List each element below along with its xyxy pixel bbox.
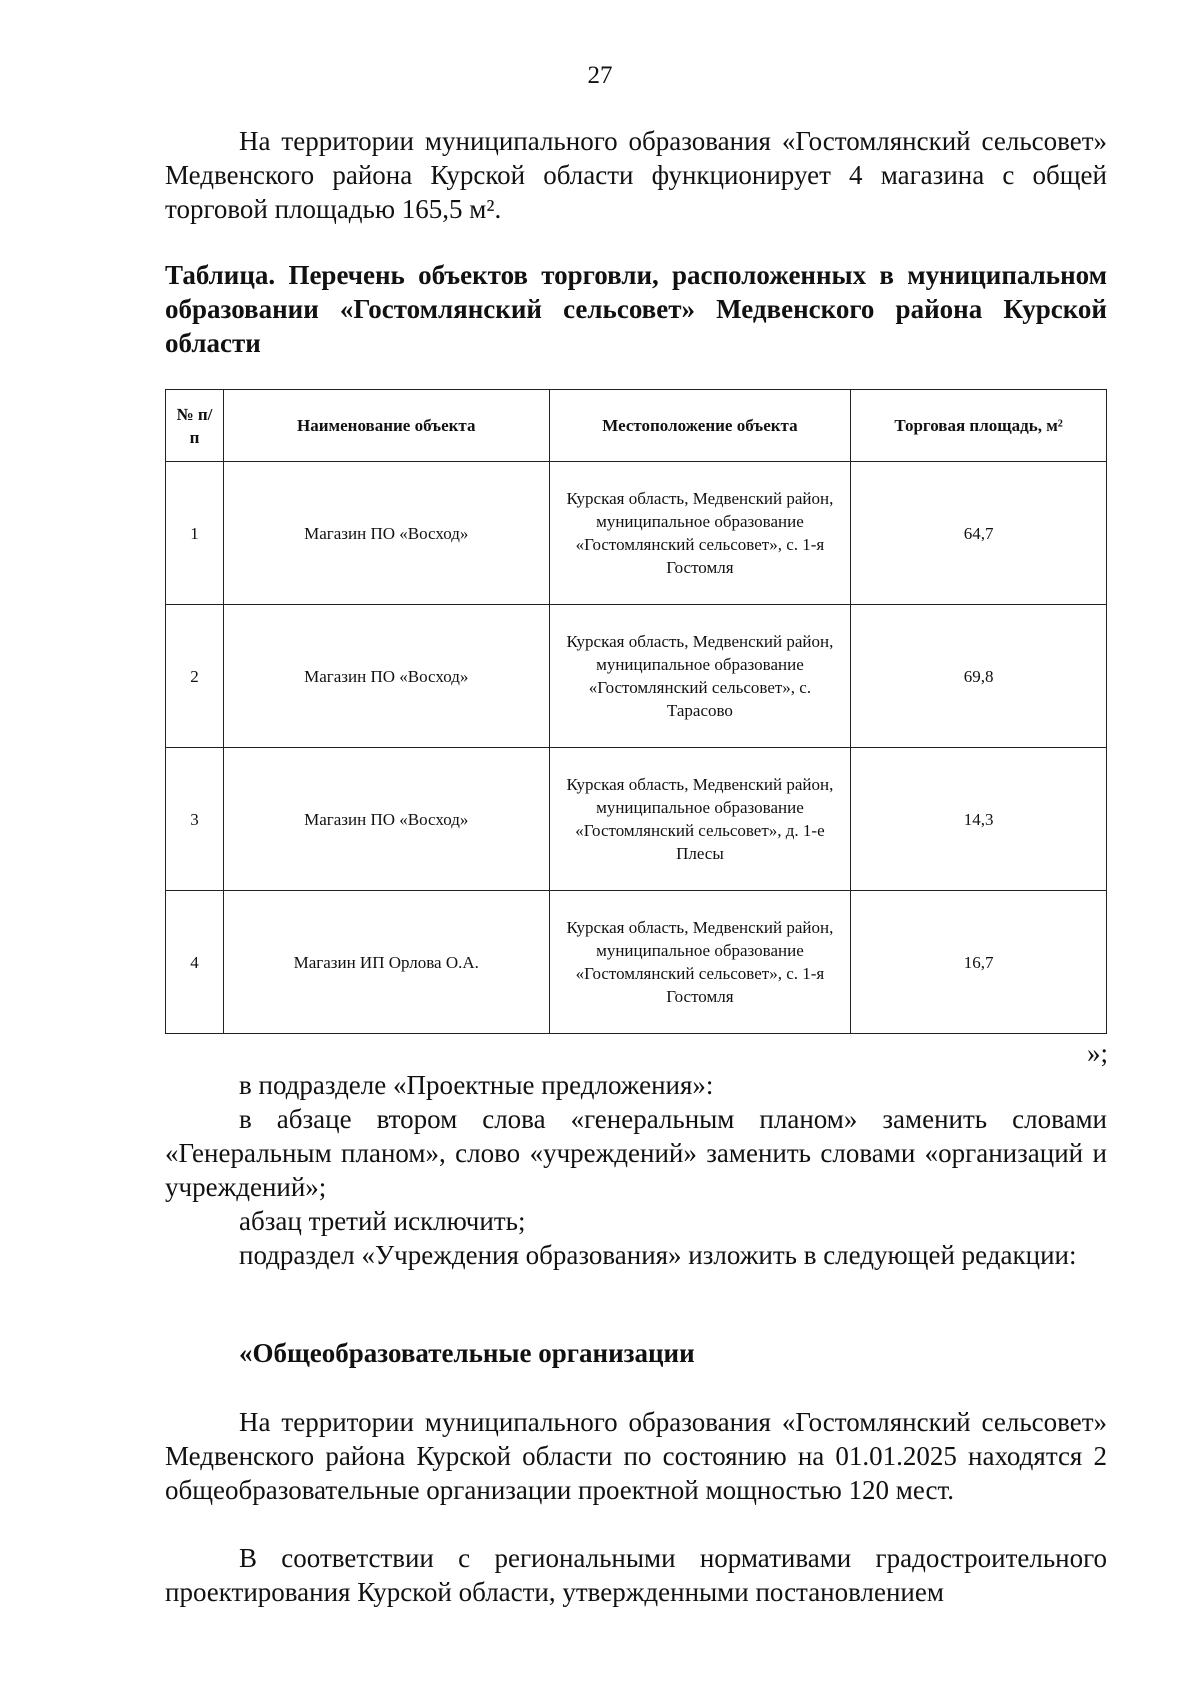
- row-name: Магазин ПО «Восход»: [223, 462, 549, 605]
- row-area: 14,3: [851, 748, 1107, 891]
- intro-paragraph: На территории муниципального образования «Гостомлянский сельсовет» Медвенского района Курской области функционирует 4 магазина с общей торговой площадью 165,5 м².: [165, 126, 1107, 224]
- table-row: [166, 605, 1107, 748]
- trade-objects-table: [165, 389, 1107, 1034]
- row-area: 69,8: [851, 605, 1107, 748]
- row-area: 64,7: [851, 462, 1107, 605]
- table-caption: Таблица. Перечень объектов торговли, расположенных в муниципальном образовании «Гостомлянский сельсовет» Медвенского района Курской области: [165, 260, 1107, 358]
- row-number: 1: [166, 462, 224, 605]
- page-number: 27: [587, 62, 613, 89]
- row-number: 3: [166, 748, 224, 891]
- instruction-item: в подразделе «Проектные предложения»:: [239, 1070, 714, 1100]
- closing-quote: »;: [1086, 1038, 1108, 1068]
- header-location: Местоположение объекта: [549, 390, 851, 462]
- row-location: Курская область, Медвенский район, муниципальное образование «Гостомлянский сельсовет», с. 1-я Гостомля: [549, 891, 851, 1034]
- row-location: Курская область, Медвенский район, муниципальное образование «Гостомлянский сельсовет», д. 1-е Плесы: [549, 748, 851, 891]
- instruction-item: подраздел «Учреждения образования» изложить в следующей редакции:: [239, 1240, 1077, 1270]
- row-number: 4: [166, 891, 224, 1034]
- section-paragraph-1: На территории муниципального образования «Гостомлянский сельсовет» Медвенского района Курской области по состоянию на 01.01.2025 находятся 2 общеобразовательные организации проектной мощностью 120 мест.: [165, 1407, 1107, 1505]
- header-number: № п/п: [166, 390, 224, 462]
- row-area: 16,7: [851, 891, 1107, 1034]
- instruction-item: в абзаце втором слова «генеральным планом» заменить словами «Генеральным планом», слово «учреждений» заменить словами «организаций и учреждений»;: [165, 1104, 1107, 1202]
- table-row: [166, 462, 1107, 605]
- row-name: Магазин ПО «Восход»: [223, 605, 549, 748]
- row-location: Курская область, Медвенский район, муниципальное образование «Гостомлянский сельсовет», с. Тарасово: [549, 605, 851, 748]
- row-name: Магазин ПО «Восход»: [223, 748, 549, 891]
- header-name: Наименование объекта: [223, 390, 549, 462]
- table-row: [166, 891, 1107, 1034]
- table-header-row: [166, 390, 1107, 462]
- instruction-list: [165, 1068, 1107, 1272]
- row-number: 2: [166, 605, 224, 748]
- section-heading: «Общеобразовательные организации: [239, 1338, 695, 1368]
- header-area: Торговая площадь, м²: [851, 390, 1107, 462]
- row-name: Магазин ИП Орлова О.А.: [223, 891, 549, 1034]
- instruction-item: абзац третий исключить;: [239, 1206, 526, 1236]
- table-row: [166, 748, 1107, 891]
- section-paragraph-2: В соответствии с региональными нормативами градостроительного проектирования Курской области, утвержденными постановлением: [165, 1543, 1107, 1607]
- row-location: Курская область, Медвенский район, муниципальное образование «Гостомлянский сельсовет», с. 1-я Гостомля: [549, 462, 851, 605]
